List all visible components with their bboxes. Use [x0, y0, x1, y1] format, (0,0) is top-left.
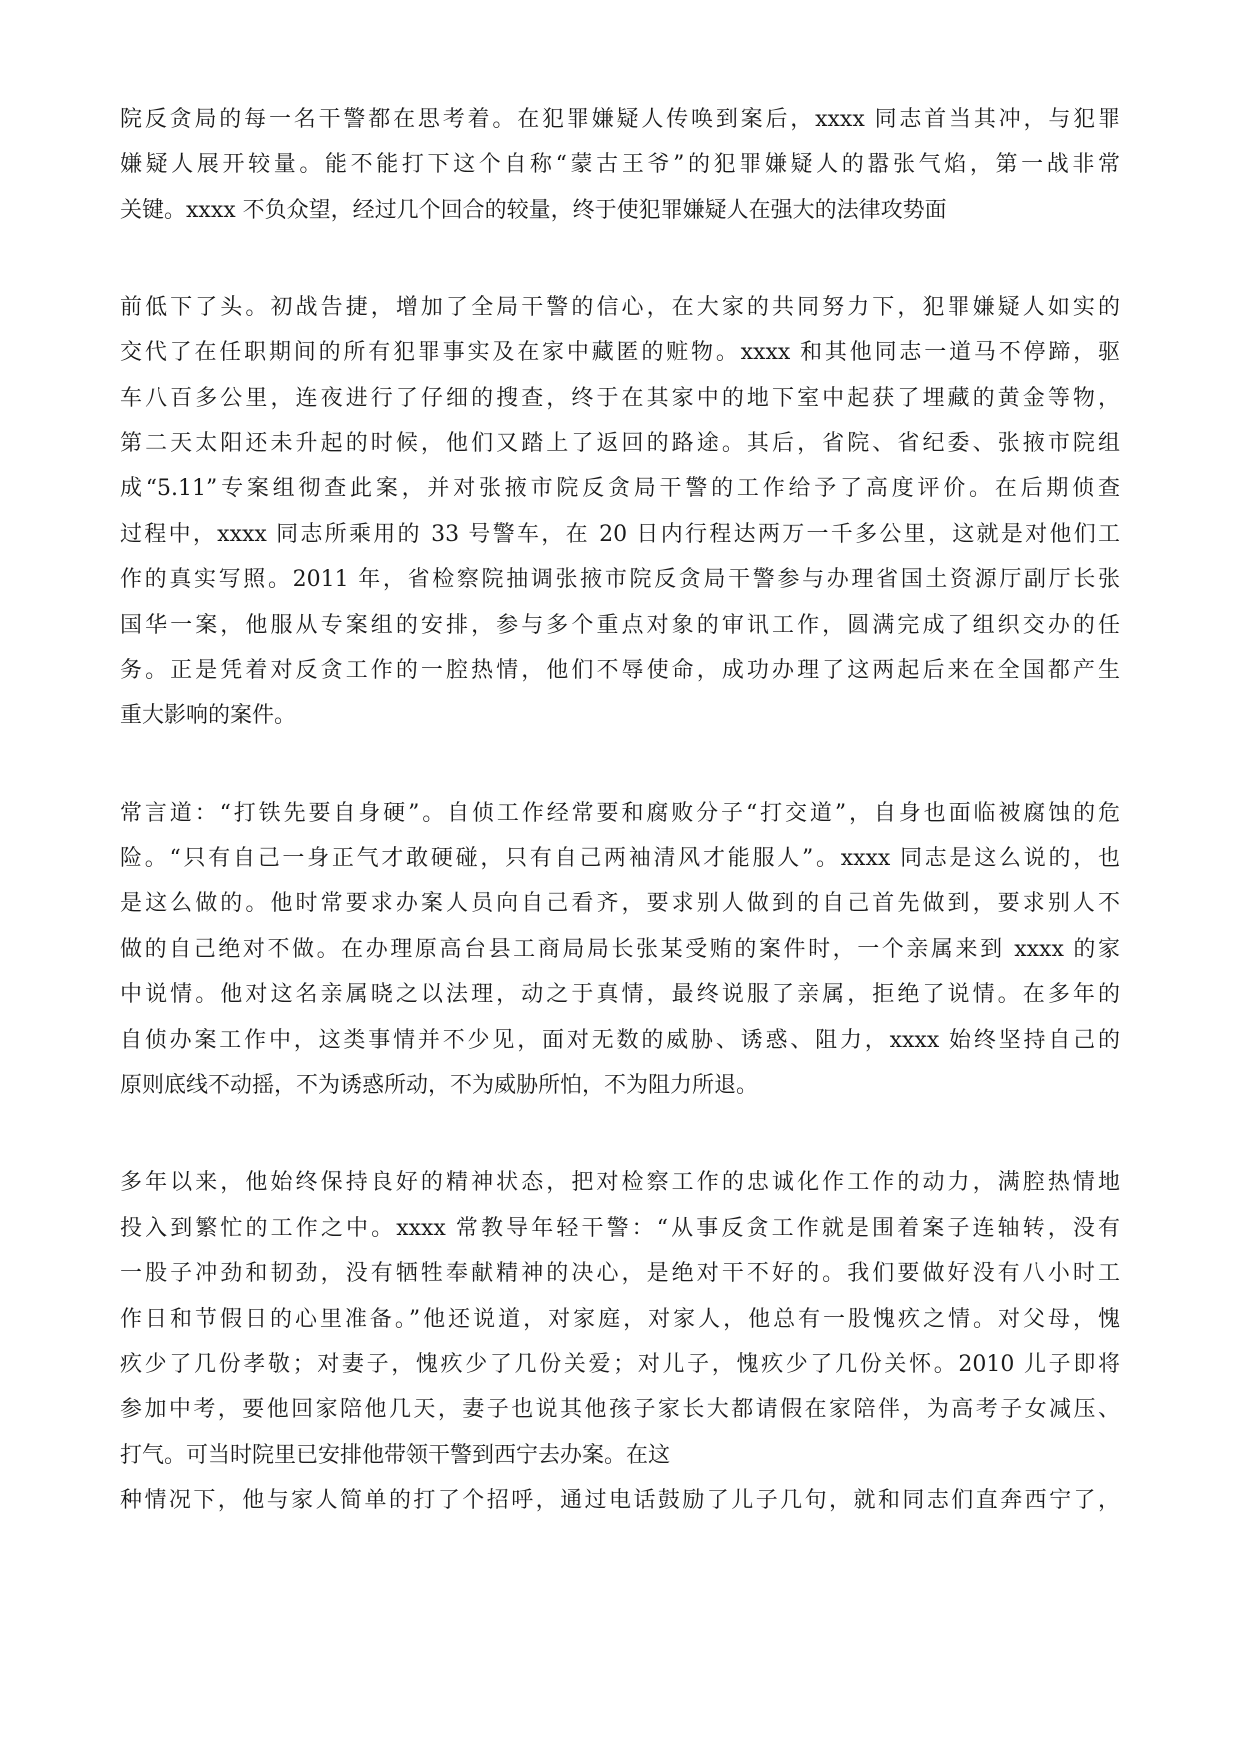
text-line: 一股子冲劲和韧劲，没有牺牲奉献精神的决心，是绝对干不好的。我们要做好没有八小时工 [120, 1261, 1120, 1286]
text-line: 国华一案，他服从专案组的安排，参与多个重点对象的审讯工作，圆满完成了组织交办的任 [120, 613, 1120, 638]
text-line: 重大影响的案件。 [120, 703, 297, 728]
text-line: 是这么做的。他时常要求办案人员向自己看齐，要求别人做到的自己首先做到，要求别人不 [120, 891, 1120, 916]
text-line: 中说情。他对这名亲属晓之以法理，动之于真情，最终说服了亲属，拒绝了说情。在多年的 [120, 982, 1120, 1007]
text-line: 投入到繁忙的工作之中。xxxx 常教导年轻干警：“从事反贪工作就是围着案子连轴转，没有 [120, 1216, 1120, 1241]
text-line: 原则底线不动摇，不为诱惑所动，不为威胁所怕，不为阻力所退。 [120, 1073, 759, 1098]
text-line: 务。正是凭着对反贪工作的一腔热情，他们不辱使命，成功办理了这两起后来在全国都产生 [120, 658, 1120, 683]
text-line: 前低下了头。初战告捷，增加了全局干警的信心，在大家的共同努力下，犯罪嫌疑人如实的 [120, 295, 1120, 320]
text-line: 险。“只有自己一身正气才敢硬碰，只有自己两袖清风才能服人”。xxxx 同志是这么说的，也 [120, 846, 1120, 871]
text-line: 院反贪局的每一名干警都在思考着。在犯罪嫌疑人传唤到案后，xxxx 同志首当其冲，与犯罪 [120, 107, 1120, 132]
text-line: 疚少了几份孝敬；对妻子，愧疚少了几份关爱；对儿子，愧疚少了几份关怀。2010 儿子即将 [120, 1352, 1120, 1377]
text-line: 常言道：“打铁先要自身硬”。自侦工作经常要和腐败分子“打交道”，自身也面临被腐蚀的危 [120, 801, 1120, 826]
text-line: 作日和节假日的心里准备。”他还说道，对家庭，对家人，他总有一股愧疚之情。对父母，愧 [120, 1307, 1120, 1332]
text-line: 自侦办案工作中，这类事情并不少见，面对无数的威胁、诱惑、阻力，xxxx 始终坚持自己的 [120, 1028, 1120, 1053]
text-line: 车八百多公里，连夜进行了仔细的搜查，终于在其家中的地下室中起获了埋藏的黄金等物， [120, 386, 1120, 411]
text-line: 做的自己绝对不做。在办理原高台县工商局局长张某受贿的案件时，一个亲属来到 xxxx 的家 [120, 937, 1120, 962]
text-line: 成“5.11”专案组彻查此案，并对张掖市院反贪局干警的工作给予了高度评价。在后期侦查 [120, 476, 1120, 501]
text-line: 嫌疑人展开较量。能不能打下这个自称“蒙古王爷”的犯罪嫌疑人的嚣张气焰，第一战非常 [120, 152, 1120, 177]
text-line: 种情况下，他与家人简单的打了个招呼，通过电话鼓励了儿子几句，就和同志们直奔西宁了， [120, 1488, 1120, 1513]
text-line: 作的真实写照。2011 年，省检察院抽调张掖市院反贪局干警参与办理省国土资源厅副厅长张 [120, 567, 1120, 592]
text-line: 过程中，xxxx 同志所乘用的 33 号警车，在 20 日内行程达两万一千多公里，这就是对他们工 [120, 522, 1120, 547]
text-line: 多年以来，他始终保持良好的精神状态，把对检察工作的忠诚化作工作的动力，满腔热情地 [120, 1170, 1120, 1195]
text-line: 打气。可当时院里已安排他带领干警到西宁去办案。在这 [120, 1443, 671, 1468]
text-line: 关键。xxxx 不负众望，经过几个回合的较量，终于使犯罪嫌疑人在强大的法律攻势面 [120, 198, 947, 223]
text-line: 第二天太阳还未升起的时候，他们又踏上了返回的路途。其后，省院、省纪委、张掖市院组 [120, 431, 1120, 456]
text-line: 参加中考，要他回家陪他几天，妻子也说其他孩子家长大都请假在家陪伴，为高考子女减压、 [120, 1397, 1120, 1422]
text-line: 交代了在任职期间的所有犯罪事实及在家中藏匿的赃物。xxxx 和其他同志一道马不停蹄，驱 [120, 340, 1120, 365]
